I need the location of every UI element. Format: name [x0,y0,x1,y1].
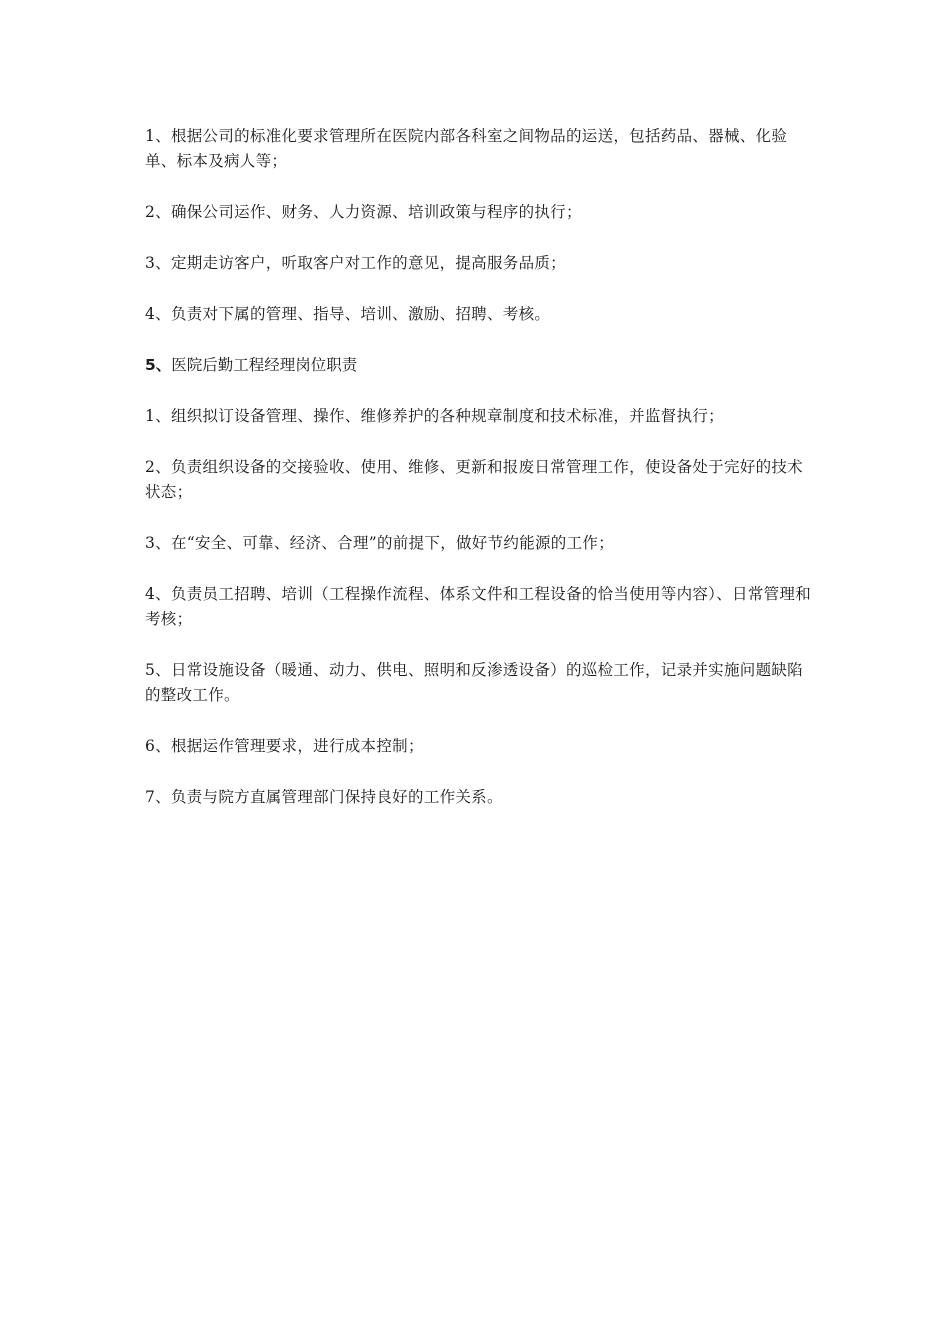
section-heading-number: 5、 [145,356,172,374]
duty-item: 7、负责与院方直属管理部门保持良好的工作关系。 [145,788,503,806]
duty-item: 3、定期走访客户，听取客户对工作的意见，提高服务品质； [145,254,566,272]
duty-item: 1、根据公司的标准化要求管理所在医院内部各科室之间物品的运送，包括药品、器械、化验单、标本及病人等； [145,127,788,170]
duty-item: 1、组织拟订设备管理、操作、维修养护的各种规章制度和技术标准，并监督执行； [145,407,724,425]
duty-item: 5、日常设施设备（暖通、动力、供电、照明和反渗透设备）的巡检工作，记录并实施问题缺陷的整改工作。 [145,661,803,704]
section-heading-text: 医院后勤工程经理岗位职责 [171,356,358,374]
duty-item: 4、负责员工招聘、培训（工程操作流程、体系文件和工程设备的恰当使用等内容）、日常管理和考核； [145,585,812,628]
duty-item: 2、负责组织设备的交接验收、使用、维修、更新和报废日常管理工作，使设备处于完好的技术状态； [145,458,803,501]
duty-item: 3、在“安全、可靠、经济、合理”的前提下，做好节约能源的工作； [145,534,615,552]
document-page [145,124,813,836]
section-heading [145,353,813,378]
duty-item: 2、确保公司运作、财务、人力资源、培训政策与程序的执行； [145,203,582,221]
duty-item: 6、根据运作管理要求，进行成本控制； [145,737,424,755]
duty-item: 4、负责对下属的管理、指导、培训、激励、招聘、考核。 [145,305,551,323]
